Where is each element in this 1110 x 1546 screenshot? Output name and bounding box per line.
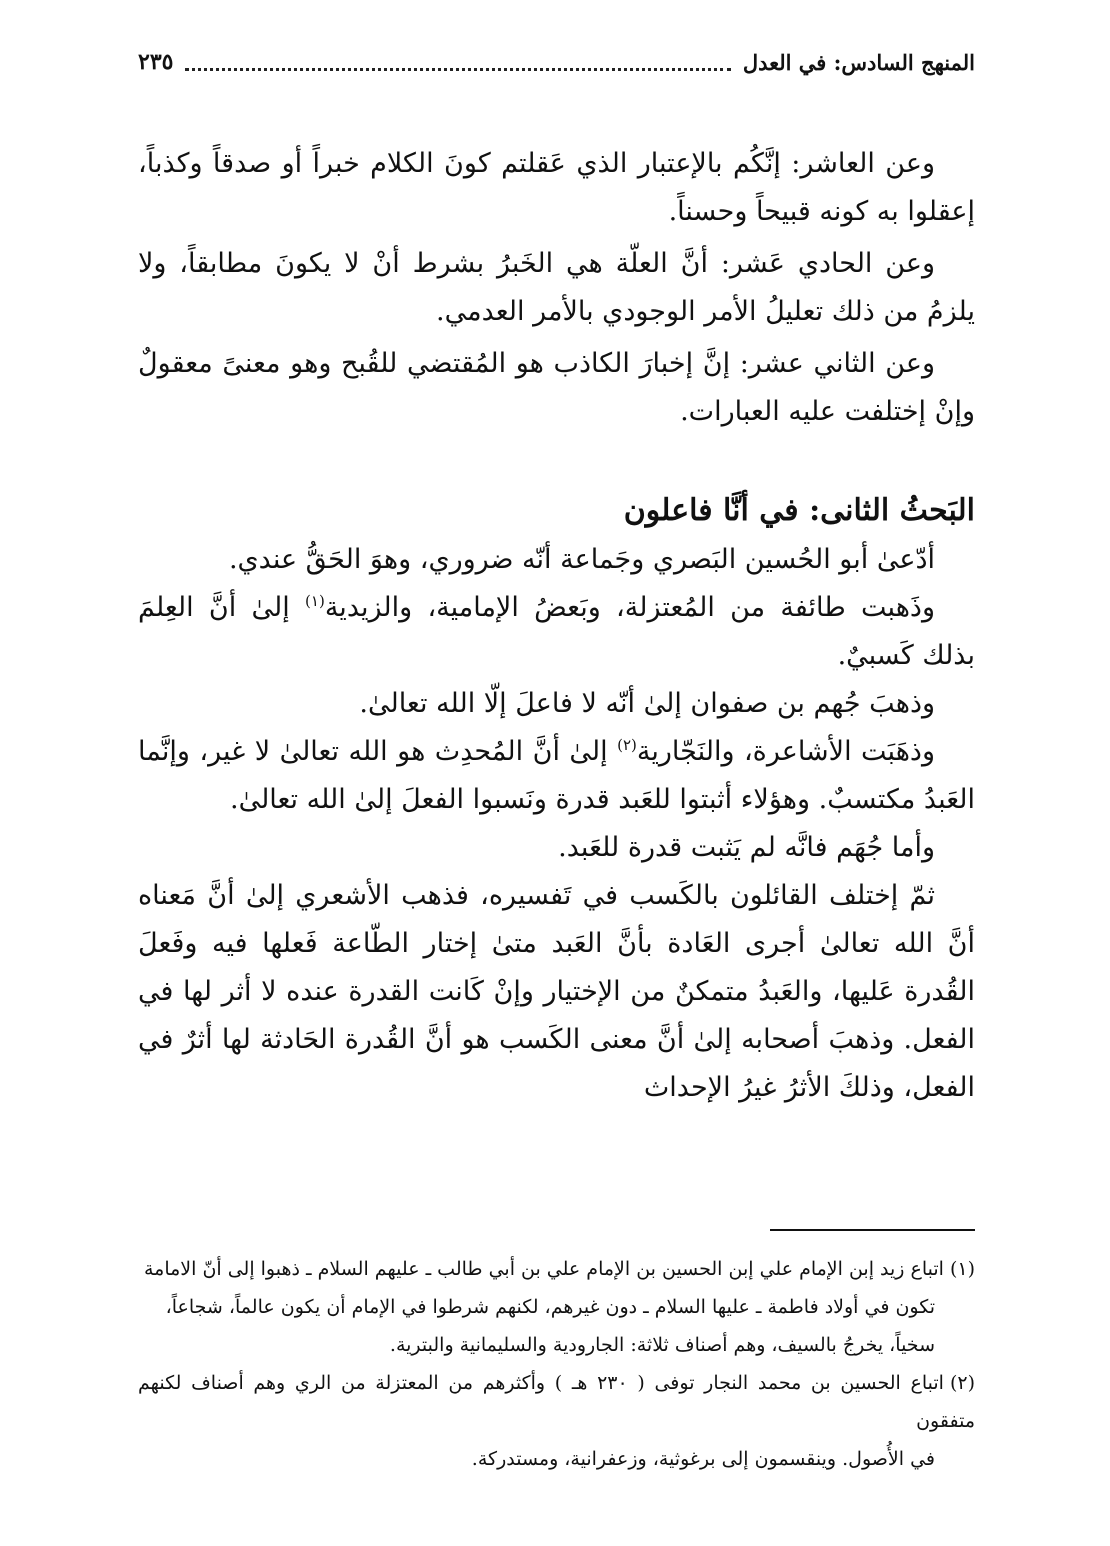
paragraph-text: وذهَبَت الأشاعرة، والنَجّارية: [636, 736, 935, 767]
paragraph-text: وذَهبت طائفة من المُعتزلة، وبَعضُ الإمامية، والزيدية: [324, 592, 935, 623]
footnote-ref-2: (٢): [617, 736, 637, 754]
footnote-ref-1: (١): [305, 592, 325, 610]
footnote-1-line: تكون في أولاد فاطمة ـ عليها السلام ـ دون غيرهم، لكنهم شرطوا في الإمام أن يكون عالماً، شجاعاً،: [165, 1296, 935, 1318]
leader-dots: [185, 68, 730, 71]
paragraph-ashaira: [138, 728, 975, 824]
section-heading: البَحثُ الثانى: في أنَّا فاعلون: [623, 493, 975, 528]
footnote-1-line: [138, 1250, 975, 1288]
footnote-1-text: اتباع زيد إبن الإمام علي إبن الحسين بن الإمام علي بن أبي طالب ـ عليهم السلام ـ ذهبوا إلى أنّ الامامة: [143, 1258, 944, 1280]
paragraph-mutazila: [138, 584, 975, 680]
chapter-title: المنهج السادس: في العدل: [742, 49, 975, 75]
main-text: [138, 140, 975, 1112]
page-number: ٢٣٥: [138, 49, 174, 75]
paragraph-tenth-reply: وعن العاشر: إنَّكُم بالإعتبار الذي عَقلتم كونَ الكلام خبراً أو صدقاً وكذباً، إعقلوا به كونه قبيحاً وحسناً.: [138, 148, 975, 227]
footnote-2-text: اتباع الحسين بن محمد النجار توفى ( ٢٣٠ هـ ) وأكثرهم من المعتزلة من الري وهم أصناف لكنهم متفقون: [138, 1372, 975, 1432]
paragraph-kasb: ثمّ إختلف القائلون بالكَسب في تَفسيره، فذهب الأشعري إلىٰ أنَّ مَعناه أنَّ الله تعالىٰ أجرى العَادة بأنَّ العَبد متىٰ إختار الطّاعة فَعلها فيه وفَعلَ القُدرة عَليها، والعَبدُ متمكنٌ من الإختيار وإنْ كَانت القدرة عنده لا أثر لها في الفعل. وذهبَ أصحابه إلىٰ أنَّ معنى الكَسب هو أنَّ القُدرة الحَادثة لها أثرٌ في الفعل، وذلكَ الأثرُ غيرُ الإحداث: [138, 880, 975, 1103]
footnote-1-number: (١): [949, 1258, 975, 1280]
footnote-2-line: في الأُصول. وينقسمون إلى برغوثية، وزعفرانية، ومستدركة.: [471, 1448, 935, 1470]
paragraph-jahm: وذهبَ جُهم بن صفوان إلىٰ أنّه لا فاعلَ إلّا الله تعالىٰ.: [359, 688, 935, 719]
footnote-separator: [770, 1229, 975, 1231]
footnote-2-number: (٢): [949, 1372, 975, 1394]
paragraph-abu-al-husayn: أدّعىٰ أبو الحُسين البَصري وجَماعة أنّه ضروري، وهوَ الحَقُّ عندي.: [228, 544, 935, 575]
footnote-1-line: سخياً، يخرجُ بالسيف، وهم أصناف ثلاثة: الجارودية والسليمانية والبترية.: [389, 1334, 935, 1356]
paragraph-text: إلىٰ أنَّ المُحدِث هو الله تعالىٰ لا غير، وإنَّما العَبدُ مكتسبٌ. وهؤلاء أثبتوا للعَبد قدرة ونَسبوا الفعلَ إلىٰ الله تعالىٰ.: [138, 736, 975, 815]
paragraph-twelfth-reply: وعن الثاني عشر: إنَّ إخبارَ الكاذب هو المُقتضي للقُبح وهو معنىً معقولٌ وإنْ إختلفت عليه العبارات.: [138, 348, 975, 427]
footnote-2-line: [138, 1364, 975, 1440]
paragraph-text: إلىٰ أنَّ العِلمَ بذلك كَسبيٌ.: [138, 592, 975, 671]
paragraph-eleventh-reply: وعن الحادي عَشر: أنَّ العلّة هي الخَبرُ بشرط أنْ لا يكونَ مطابقاً، ولا يلزمُ من ذلك تعليلُ الأمر الوجودي بالأمر العدمي.: [138, 248, 975, 327]
footnotes: [138, 1250, 975, 1478]
paragraph-jahm-power: وأما جُهَم فانَّه لم يَثبت قدرة للعَبد.: [558, 832, 935, 863]
running-header: [138, 42, 975, 82]
